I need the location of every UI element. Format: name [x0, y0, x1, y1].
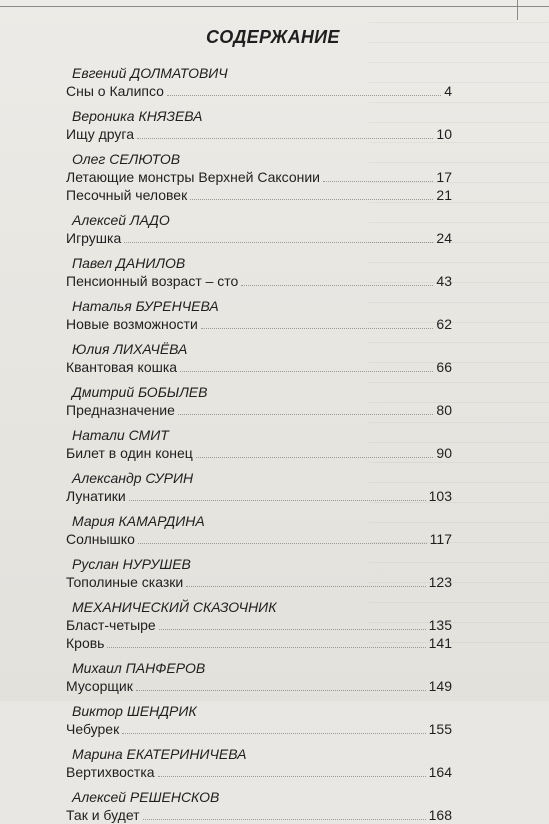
- toc-author: Михаил ПАНФЕРОВ: [72, 660, 206, 676]
- toc-entry-title: Лунатики: [66, 488, 126, 504]
- toc-dot-leader: [180, 371, 433, 372]
- toc-dot-leader: [167, 95, 441, 96]
- toc-entry[interactable]: [66, 82, 452, 100]
- toc-entry[interactable]: [66, 634, 452, 652]
- toc-page-number: 149: [428, 678, 452, 694]
- toc-entry-title: Песочный человек: [66, 187, 188, 203]
- toc-entry-title: Бласт-четыре: [66, 617, 156, 633]
- toc-page-number: 10: [436, 126, 452, 142]
- toc-entry[interactable]: [66, 720, 452, 738]
- toc-page-number: 103: [428, 488, 452, 504]
- toc-entry[interactable]: [66, 677, 452, 695]
- toc-dot-leader: [138, 543, 427, 544]
- toc-entry[interactable]: [66, 272, 452, 290]
- toc-page-number: 168: [428, 807, 452, 823]
- toc-entry-title: Ищу друга: [66, 126, 135, 142]
- toc-gap: [66, 419, 452, 426]
- toc-author: Натали СМИТ: [72, 427, 169, 443]
- toc-entry[interactable]: [66, 487, 452, 505]
- toc-author: Павел ДАНИЛОВ: [72, 255, 186, 271]
- toc-page-number: 164: [428, 764, 452, 780]
- toc-entry[interactable]: [66, 125, 452, 143]
- toc-gap: [66, 738, 452, 745]
- toc-page-number: 4: [444, 83, 452, 99]
- toc-entry-title: Мусорщик: [66, 678, 133, 694]
- toc-gap: [66, 652, 452, 659]
- toc-entry[interactable]: [66, 806, 452, 824]
- toc-entry[interactable]: [66, 530, 452, 548]
- toc-entry[interactable]: [66, 229, 452, 247]
- toc-entry[interactable]: [66, 358, 452, 376]
- toc-author: МЕХАНИЧЕСКИЙ СКАЗОЧНИК: [72, 599, 277, 615]
- toc-page-number: 90: [436, 445, 452, 461]
- toc-page-number: 141: [428, 635, 452, 651]
- toc-dot-leader: [196, 457, 434, 458]
- toc-page-number: 66: [436, 359, 452, 375]
- toc-gap: [66, 100, 452, 107]
- toc-dot-leader: [201, 328, 434, 329]
- toc-entry-title: Игрушка: [66, 230, 122, 246]
- toc-entry-title: Тополиные сказки: [66, 574, 184, 590]
- toc-entry-title: Летающие монстры Верхней Саксонии: [66, 169, 320, 185]
- toc-entry[interactable]: [66, 763, 452, 781]
- toc-author: Евгений ДОЛМАТОВИЧ: [72, 65, 228, 81]
- toc-page-number: 80: [436, 402, 452, 418]
- toc-gap: [66, 505, 452, 512]
- toc-dot-leader: [158, 776, 426, 777]
- toc-dot-leader: [190, 199, 433, 200]
- toc-dot-leader: [122, 733, 425, 734]
- toc-author: Александр СУРИН: [72, 470, 194, 486]
- toc-gap: [66, 204, 452, 211]
- toc-page-number: 135: [428, 617, 452, 633]
- toc-entry[interactable]: [66, 444, 452, 462]
- page-title: СОДЕРЖАНИЕ: [206, 27, 340, 47]
- toc-page-number: 62: [436, 316, 452, 332]
- toc-entry-title: Чебурек: [66, 721, 120, 737]
- toc-author: Вероника КНЯЗЕВА: [72, 108, 203, 124]
- toc-entry-title: Сны о Калипсо: [66, 83, 164, 99]
- toc-author: Алексей ЛАДО: [72, 212, 170, 228]
- toc-gap: [66, 781, 452, 788]
- toc-page-number: 43: [436, 273, 452, 289]
- toc-entry-title: Солнышко: [66, 531, 135, 547]
- toc-page-number: 17: [436, 169, 452, 185]
- toc-dot-leader: [107, 647, 425, 648]
- toc-dot-leader: [129, 500, 426, 501]
- toc-entry-title: Так и будет: [66, 807, 140, 823]
- toc-dot-leader: [323, 181, 433, 182]
- toc-author: Юлия ЛИХАЧЁВА: [72, 341, 188, 357]
- toc-author: Виктор ШЕНДРИК: [72, 703, 197, 719]
- toc-author: Наталья БУРЕНЧЕВА: [72, 298, 219, 314]
- toc-page-number: 24: [436, 230, 452, 246]
- toc-author: Алексей РЕШЕНСКОВ: [72, 789, 220, 805]
- toc-gap: [66, 376, 452, 383]
- toc-page-number: 21: [436, 187, 452, 203]
- toc-dot-leader: [159, 629, 426, 630]
- toc-gap: [66, 591, 452, 598]
- toc-gap: [66, 333, 452, 340]
- toc-entry-title: Пенсионный возраст – сто: [66, 273, 239, 289]
- toc-gap: [66, 143, 452, 150]
- toc-dot-leader: [143, 819, 426, 820]
- toc-author: Руслан НУРУШЕВ: [72, 556, 191, 572]
- toc-gap: [66, 290, 452, 297]
- toc-entry[interactable]: [66, 315, 452, 333]
- toc-entry[interactable]: [66, 401, 452, 419]
- toc-entry-title: Билет в один конец: [66, 445, 193, 461]
- toc-author: Дмитрий БОБЫЛЕВ: [72, 384, 208, 400]
- toc-gap: [66, 247, 452, 254]
- toc-page-number: 117: [429, 531, 452, 547]
- toc-page-number: 123: [428, 574, 452, 590]
- toc-dot-leader: [241, 285, 433, 286]
- toc-entry-title: Вертихвостка: [66, 764, 155, 780]
- toc-gap: [66, 548, 452, 555]
- toc-entry-title: Предназначение: [66, 402, 175, 418]
- toc-dot-leader: [136, 690, 426, 691]
- toc-entry[interactable]: [66, 186, 452, 204]
- toc-author: Мария КАМАРДИНА: [72, 513, 205, 529]
- toc-entry-title: Кровь: [66, 635, 105, 651]
- toc-entry-title: Новые возможности: [66, 316, 198, 332]
- table-of-contents: [66, 64, 452, 824]
- toc-entry-title: Квантовая кошка: [66, 359, 178, 375]
- toc-author: Олег СЕЛЮТОВ: [72, 151, 181, 167]
- toc-author: Марина ЕКАТЕРИНИЧЕВА: [72, 746, 247, 762]
- toc-dot-leader: [137, 138, 433, 139]
- toc-dot-leader: [178, 414, 434, 415]
- toc-gap: [66, 462, 452, 469]
- toc-dot-leader: [124, 242, 433, 243]
- toc-dot-leader: [186, 586, 425, 587]
- toc-page-number: 155: [428, 721, 452, 737]
- page-top-border: [0, 6, 549, 7]
- toc-entry[interactable]: [66, 573, 452, 591]
- toc-entry[interactable]: [66, 616, 452, 634]
- toc-entry[interactable]: [66, 168, 452, 186]
